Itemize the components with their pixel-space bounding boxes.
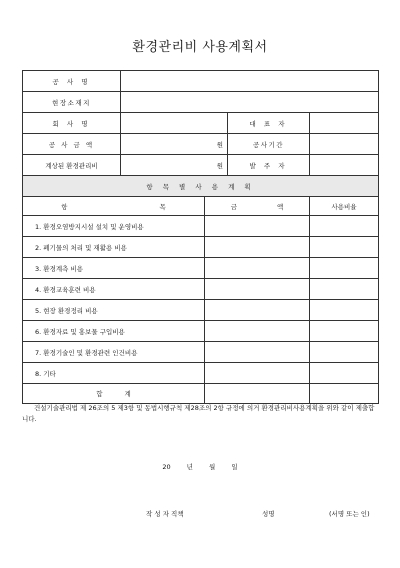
plan-item-amount[interactable] xyxy=(205,363,310,384)
total-ratio[interactable] xyxy=(310,384,379,404)
col-header-ratio: 사용비율 xyxy=(310,197,379,216)
plan-item-ratio[interactable] xyxy=(310,237,379,258)
representative-label: 대 표 자 xyxy=(228,113,310,134)
date-line: 20 년 월 일 xyxy=(162,463,238,471)
plan-item-amount[interactable] xyxy=(205,300,310,321)
plan-item-label: 7. 환경기술인 및 환경관련 인건비용 xyxy=(23,342,205,363)
plan-row xyxy=(23,279,379,300)
site-location-field[interactable] xyxy=(121,92,379,113)
env-cost-label: 계상된 환경관리비 xyxy=(23,155,121,176)
row-column-headers xyxy=(23,197,379,216)
total-label xyxy=(23,384,205,404)
row-site-name xyxy=(23,71,379,92)
plan-item-label: 5. 현장 환경정리 비용 xyxy=(23,300,205,321)
plan-item-ratio[interactable] xyxy=(310,321,379,342)
period-field[interactable] xyxy=(310,134,379,155)
row-contract-amount xyxy=(23,134,379,155)
total-label-1: 합 xyxy=(96,390,103,398)
signature-seal-label: (서명 또는 인) xyxy=(329,510,370,518)
plan-item-label: 2. 폐기물의 처리 및 재활용 비용 xyxy=(23,237,205,258)
plan-item-label: 1. 환경오염방지시설 설치 및 운영비용 xyxy=(23,216,205,237)
col-header-amount-1: 금 xyxy=(230,202,237,211)
plan-item-label: 3. 환경계측 비용 xyxy=(23,258,205,279)
plan-item-ratio[interactable] xyxy=(310,342,379,363)
won-unit: 원 xyxy=(216,140,223,149)
plan-row xyxy=(23,363,379,384)
plan-item-amount[interactable] xyxy=(205,258,310,279)
plan-item-amount[interactable] xyxy=(205,279,310,300)
plan-item-label: 4. 환경교육훈련 비용 xyxy=(23,279,205,300)
row-section-title xyxy=(23,176,379,197)
plan-item-amount[interactable] xyxy=(205,216,310,237)
total-label-2: 계 xyxy=(124,390,131,398)
plan-item-label: 8. 기타 xyxy=(23,363,205,384)
site-location-label: 현장소재지 xyxy=(23,92,121,113)
plan-item-amount[interactable] xyxy=(205,342,310,363)
plan-row xyxy=(23,237,379,258)
site-name-label: 공 사 명 xyxy=(23,71,121,92)
writer-position-label: 작 성 자 직책 xyxy=(146,510,184,518)
section-title: 항 목 별 사 용 계 획 xyxy=(23,176,379,197)
plan-item-amount[interactable] xyxy=(205,237,310,258)
plan-item-amount[interactable] xyxy=(205,321,310,342)
col-header-item-2: 목 xyxy=(159,202,166,211)
writer-name-label: 성명 xyxy=(262,510,275,518)
submission-statement: 건설기술관리법 제 26조의 5 제3항 및 동법시행규칙 제28조의 2항 규정에 의거 환경관리비사용계획을 위와 같이 제출합니다. xyxy=(22,404,375,423)
representative-field[interactable] xyxy=(310,113,379,134)
orderer-field[interactable] xyxy=(310,155,379,176)
plan-item-ratio[interactable] xyxy=(310,258,379,279)
page-title: 환경관리비 사용계획서 xyxy=(132,40,268,55)
row-env-cost xyxy=(23,155,379,176)
plan-form-table xyxy=(22,70,379,404)
plan-row xyxy=(23,321,379,342)
contract-amount-field[interactable] xyxy=(121,134,228,155)
plan-item-ratio[interactable] xyxy=(310,279,379,300)
plan-item-ratio[interactable] xyxy=(310,300,379,321)
plan-row xyxy=(23,300,379,321)
plan-item-ratio[interactable] xyxy=(310,363,379,384)
plan-row xyxy=(23,258,379,279)
env-cost-field[interactable] xyxy=(121,155,228,176)
row-total xyxy=(23,384,379,404)
period-label: 공사기간 xyxy=(228,134,310,155)
row-site-location xyxy=(23,92,379,113)
total-amount[interactable] xyxy=(205,384,310,404)
plan-row xyxy=(23,216,379,237)
plan-item-ratio[interactable] xyxy=(310,216,379,237)
plan-row xyxy=(23,342,379,363)
company-field[interactable] xyxy=(121,113,228,134)
orderer-label: 발 주 자 xyxy=(228,155,310,176)
won-unit: 원 xyxy=(216,161,223,170)
col-header-amount xyxy=(205,197,310,216)
col-header-item-1: 항 xyxy=(61,202,68,211)
col-header-item xyxy=(23,197,205,216)
col-header-amount-2: 액 xyxy=(277,202,284,211)
row-company xyxy=(23,113,379,134)
plan-item-label: 6. 환경자료 및 홍보물 구입비용 xyxy=(23,321,205,342)
company-label: 회 사 명 xyxy=(23,113,121,134)
contract-amount-label: 공 사 금 액 xyxy=(23,134,121,155)
site-name-field[interactable] xyxy=(121,71,379,92)
